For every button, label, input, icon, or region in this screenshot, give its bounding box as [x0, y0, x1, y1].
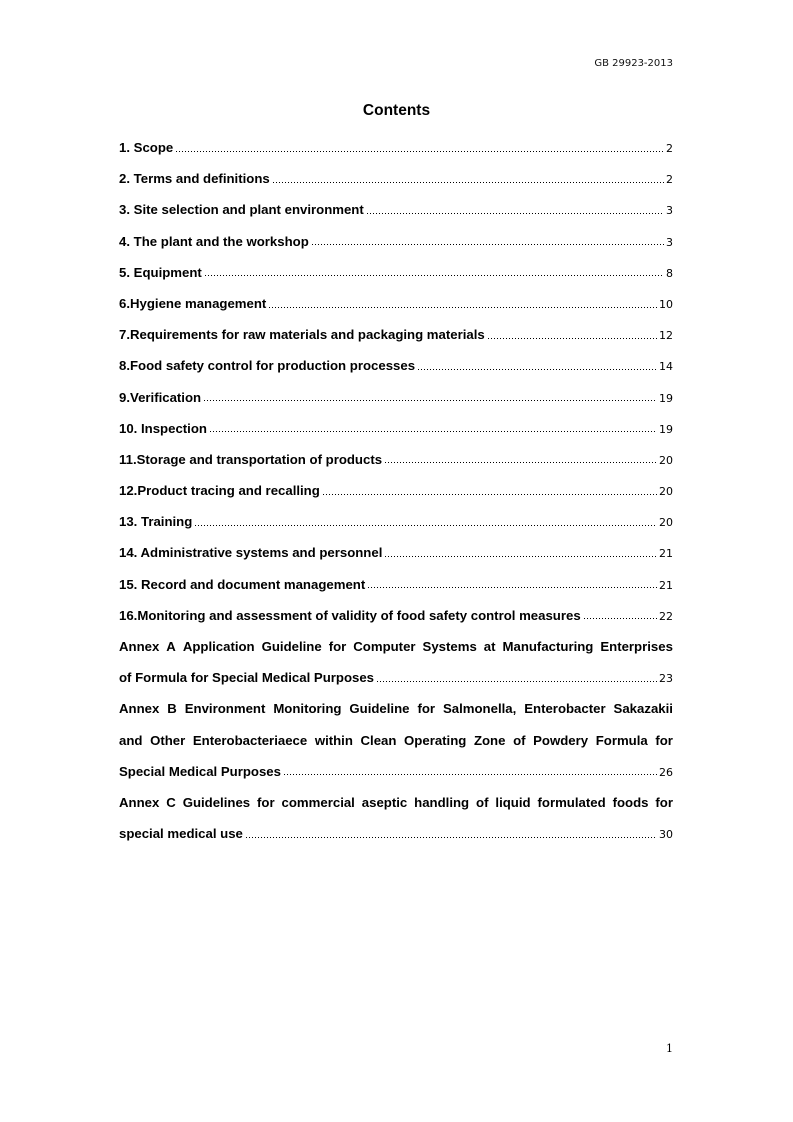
- toc-entry-page: 26: [659, 765, 673, 779]
- annex-title-word: for: [655, 732, 673, 748]
- annex-title-word: Application: [182, 639, 255, 654]
- toc-entry-title: 7.Requirements for raw materials and packaging materials: [119, 327, 485, 343]
- annex-title-word: handling: [414, 794, 470, 810]
- toc-entry[interactable]: [119, 163, 673, 194]
- toc-entry-page: 2: [666, 173, 673, 187]
- toc-entry-title: 15. Record and document management: [119, 576, 366, 592]
- toc-entry-page: 14: [659, 360, 673, 374]
- annex-title-word: for: [328, 639, 347, 654]
- annex-title-word: foods: [612, 794, 649, 810]
- toc-entry[interactable]: [119, 288, 673, 319]
- toc-entry-page: 20: [659, 453, 673, 467]
- annex-title-word: Enterobacter: [524, 701, 606, 717]
- toc-entry-title: of Formula for Special Medical Purposes: [119, 670, 375, 686]
- dot-leader: [487, 338, 657, 339]
- annex-title-word: Powdery: [533, 732, 589, 748]
- annex-title-word: formulated: [537, 794, 606, 810]
- toc-entry-title: 11.Storage and transportation of products: [119, 451, 383, 467]
- annex-title-word: Annex: [119, 794, 160, 810]
- toc-entry[interactable]: [119, 600, 673, 631]
- dot-leader: [203, 400, 657, 401]
- annex-title-word: commercial: [281, 794, 355, 810]
- toc-entry[interactable]: [119, 569, 673, 600]
- dot-leader: [367, 587, 657, 588]
- toc-entry-page: 19: [659, 422, 673, 436]
- annex-title-word: Systems: [422, 639, 477, 654]
- annex-title-line: [119, 631, 673, 662]
- annex-title-last-line: [119, 756, 673, 787]
- annex-title-word: of: [513, 732, 526, 748]
- toc-entry-page: 30: [659, 828, 673, 842]
- toc-entry-title: 14. Administrative systems and personnel: [119, 545, 383, 561]
- toc-entry-title: 12.Product tracing and recalling: [119, 483, 320, 499]
- annex-title-word: at: [483, 639, 496, 654]
- toc-entry-page: 21: [659, 547, 673, 561]
- page-title: Contents: [362, 102, 431, 119]
- toc-entry-page: 2: [666, 142, 673, 155]
- toc-entry-page: 23: [659, 672, 673, 686]
- annex-title-word: Manufacturing: [502, 639, 594, 654]
- annex-title-word: Guideline: [261, 639, 322, 654]
- annex-title-last-line: [119, 818, 673, 849]
- toc-entry-page: 20: [659, 485, 673, 499]
- toc-annex-entry[interactable]: [119, 693, 673, 787]
- annex-title-word: Annex: [119, 639, 160, 654]
- dot-leader: [194, 525, 657, 526]
- toc-entry-page: 3: [666, 235, 673, 249]
- toc-entry-title: 8.Food safety control for production processes: [119, 358, 416, 374]
- toc-entry[interactable]: [119, 132, 673, 163]
- annex-title-word: Guidelines: [182, 794, 251, 810]
- toc-annex-entry[interactable]: [119, 787, 673, 849]
- toc-entry[interactable]: [119, 350, 673, 381]
- toc-entry-page: 20: [659, 516, 673, 530]
- toc-entry[interactable]: [119, 226, 673, 257]
- toc-annex-entry[interactable]: [119, 631, 673, 693]
- annex-title-word: Zone: [473, 732, 506, 748]
- dot-leader: [417, 369, 657, 370]
- toc-entry-title: 4. The plant and the workshop: [119, 233, 309, 249]
- annex-title-word: for: [655, 794, 673, 810]
- toc-entry[interactable]: [119, 382, 673, 413]
- dot-leader: [175, 151, 664, 152]
- annex-title-word: A: [166, 639, 176, 654]
- toc-entry-page: 22: [659, 609, 673, 623]
- annex-title-word: Sakazakii: [613, 701, 673, 717]
- dot-leader: [311, 244, 664, 245]
- annex-title-word: Guideline: [349, 701, 410, 717]
- toc-entry-page: 21: [659, 578, 673, 592]
- toc-entry-title: Special Medical Purposes: [119, 763, 281, 779]
- dot-leader: [583, 618, 657, 619]
- toc-entries: [119, 132, 673, 631]
- dot-leader: [245, 837, 657, 838]
- toc-entry-title: 6.Hygiene management: [119, 295, 267, 311]
- dot-leader: [384, 462, 657, 463]
- annex-title-line: [119, 787, 673, 818]
- toc-entry[interactable]: [119, 413, 673, 444]
- annex-title-word: Computer: [353, 639, 416, 654]
- page-number: 1: [666, 1042, 673, 1055]
- toc-entry-title: 5. Equipment: [119, 264, 202, 280]
- toc-entry-title: 9.Verification: [119, 389, 202, 405]
- annex-title-word: Enterprises: [600, 639, 673, 654]
- dot-leader: [268, 307, 657, 308]
- toc-entry[interactable]: [119, 506, 673, 537]
- toc-entry[interactable]: [119, 444, 673, 475]
- toc-entry-page: 19: [659, 391, 673, 405]
- toc-entry[interactable]: [119, 537, 673, 568]
- dot-leader: [376, 681, 657, 682]
- toc-entry-page: 8: [666, 266, 673, 280]
- annex-title-line: [119, 693, 673, 724]
- annex-entries: [119, 631, 673, 849]
- dot-leader: [209, 431, 657, 432]
- annex-title-word: Clean: [360, 732, 397, 748]
- dot-leader: [204, 275, 664, 276]
- annex-title-word: for: [257, 794, 275, 810]
- table-of-contents: [119, 132, 673, 849]
- dot-leader: [322, 494, 657, 495]
- toc-entry[interactable]: [119, 319, 673, 350]
- dot-leader: [283, 774, 657, 775]
- annex-title-word: C: [166, 794, 176, 810]
- annex-title-word: Operating: [404, 732, 467, 748]
- annex-title-word: liquid: [495, 794, 531, 810]
- toc-entry-page: 3: [666, 204, 673, 218]
- toc-entry[interactable]: [119, 475, 673, 506]
- dot-leader: [272, 182, 664, 183]
- document-code: GB 29923-2013: [594, 58, 673, 69]
- toc-entry-title: 3. Site selection and plant environment: [119, 202, 364, 218]
- annex-title-word: Salmonella,: [442, 701, 517, 717]
- annex-title-line: [119, 725, 673, 756]
- dot-leader: [366, 213, 664, 214]
- annex-title-word: Other: [150, 732, 186, 748]
- toc-entry-page: 10: [659, 297, 673, 311]
- toc-entry[interactable]: [119, 194, 673, 225]
- toc-entry-title: special medical use: [119, 826, 243, 842]
- toc-entry-title: 16.Monitoring and assessment of validity of food safety control measures: [119, 607, 581, 623]
- annex-title-word: and: [119, 732, 143, 748]
- annex-title-word: Annex: [119, 701, 160, 717]
- annex-title-word: within: [314, 732, 353, 748]
- dot-leader: [384, 556, 657, 557]
- annex-title-word: Environment: [184, 701, 266, 717]
- annex-title-last-line: [119, 662, 673, 693]
- toc-entry-title: 1. Scope: [119, 140, 174, 155]
- toc-entry-title: 13. Training: [119, 514, 193, 530]
- annex-title-word: Enterobacteriaece: [192, 732, 308, 748]
- annex-title-word: Formula: [595, 732, 648, 748]
- toc-entry-title: 2. Terms and definitions: [119, 171, 270, 187]
- toc-entry-page: 12: [659, 329, 673, 343]
- annex-title-word: aseptic: [361, 794, 408, 810]
- annex-title-word: B: [167, 701, 177, 717]
- annex-title-word: of: [476, 794, 489, 810]
- toc-entry-title: 10. Inspection: [119, 420, 207, 436]
- annex-title-word: for: [417, 701, 436, 717]
- toc-entry[interactable]: [119, 257, 673, 288]
- annex-title-word: Monitoring: [273, 701, 342, 717]
